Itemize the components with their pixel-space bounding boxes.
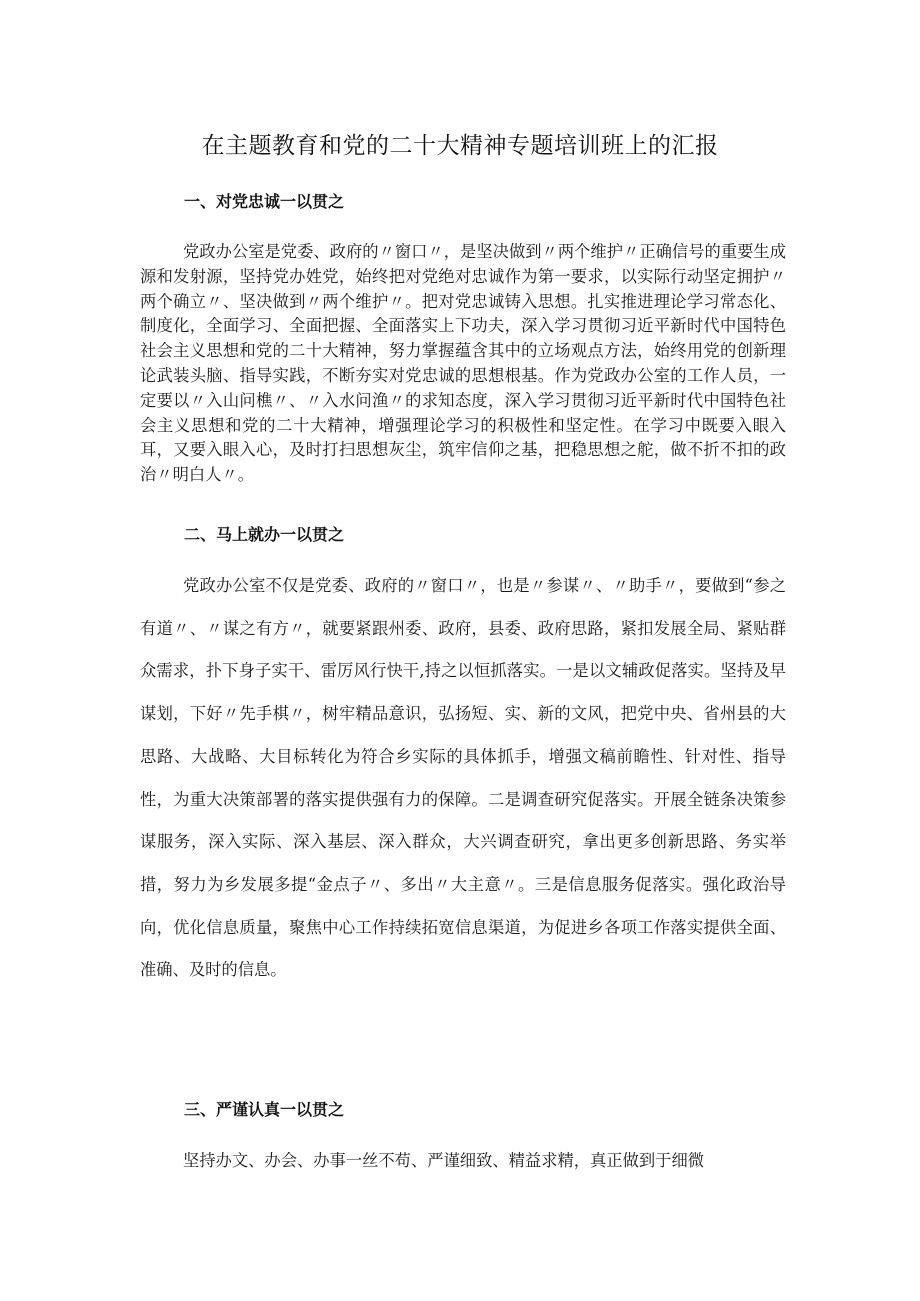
section-paragraph-1: 党政办公室是党委、政府的〃窗口〃，是坚决做到〃两个维护〃正确信号的重要生成源和发射源，坚持党办姓党，始终把对党绝对忠诚作为第一要求，以实际行动坚定拥护〃两个确立〃、坚决做到〃两个维护〃。把对党忠诚铸入思想。扎实推进理论学习常态化、制度化，全面学习、全面把握、全面落实上下功夫，深入学习贯彻习近平新时代中国特色社会主义思想和党的二十大精神，努力掌握蕴含其中的立场观点方法，始终用党的创新理论武装头脑、指导实践，不断夯实对党忠诚的思想根基。作为党政办公室的工作人员，一定要以〃入山问樵〃、〃入水问渔〃的求知态度，深入学习贯彻习近平新时代中国特色社会主义思想和党的二十大精神，增强理论学习的积极性和坚定性。在学习中既要入眼入耳，又要入眼入心，及时打扫思想灰尘，筑牢信仰之基，把稳思想之舵，做不折不扣的政治〃明白人〃。 — [140, 242, 786, 485]
section-paragraph-2: 党政办公室不仅是党委、政府的〃窗口〃，也是〃参谋〃、〃助手〃，要做到“参之有道〃、〃谋之有方〃，就要紧跟州委、政府，县委、政府思路，紧扣发展全局、紧贴群众需求，扑下身子实干、雷厉风行快干,持之以恒抓落实。一是以文辅政促落实。坚持及早谋划，下好〃先手棋〃，树牢精品意识，弘扬短、实、新的文风，把党中央、省州县的大思路、大战略、大目标转化为符合乡实际的具体抓手，增强文稿前瞻性、针对性、指导性，为重大决策部署的落实提供强有力的保障。二是调查研究促落实。开展全链条决策参谋服务，深入实际、深入基层、深入群众，大兴调查研究，拿出更多创新思路、务实举措，努力为乡发展多提“金点子〃、多出〃大主意〃。三是信息服务促落实。强化政治导向，优化信息质量，聚焦中心工作持续拓宽信息渠道，为促进乡各项工作落实提供全面、准确、及时的信息。 — [140, 576, 786, 980]
section-heading-1: 一、对党忠诚一以贯之 — [184, 192, 345, 211]
section-paragraph-3: 坚持办文、办会、办事一丝不苟、严谨细致、精益求精，真正做到于细微 — [183, 1151, 705, 1170]
section-heading-2: 二、马上就办一以贯之 — [184, 525, 345, 544]
document-title: 在主题教育和党的二十大精神专题培训班上的汇报 — [201, 133, 719, 159]
section-heading-3: 三、严谨认真一以贯之 — [184, 1100, 345, 1119]
